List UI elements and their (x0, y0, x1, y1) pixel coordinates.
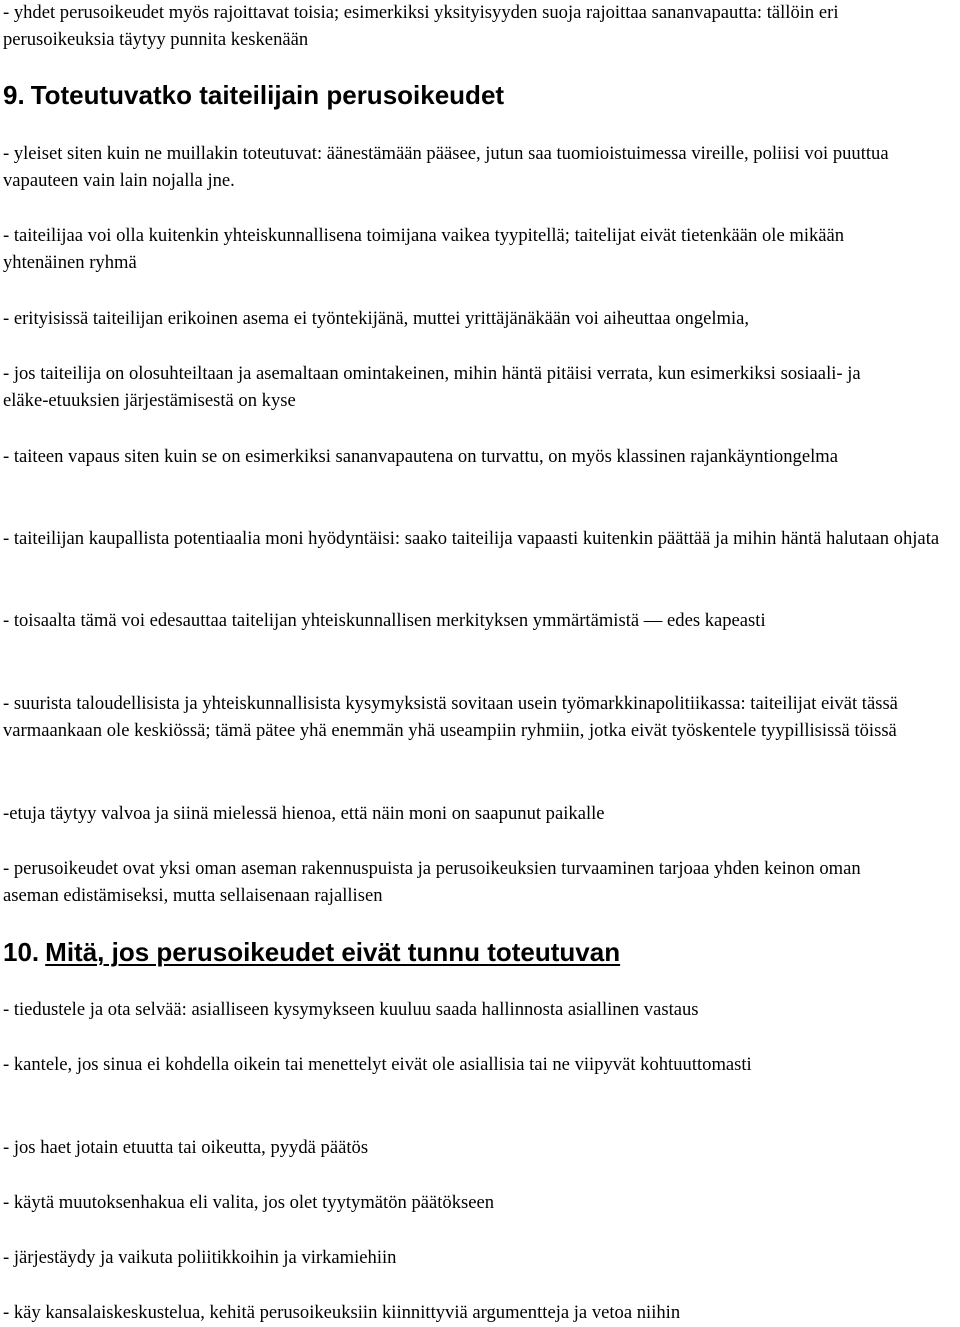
section-number: 10. (3, 937, 40, 967)
paragraph-9: - suurista taloudellisista ja yhteiskunnallisista kysymyksistä sovitaan usein työmarkkinapolitiikassa: taiteilijat eivät tässä varmaankaan ole keskiössä; tämä pätee yhä enemmän yhä useampiin ryhmiin, jotka eivät työskentele tyypillisissä töissä (3, 693, 898, 742)
section-number: 9. (3, 80, 25, 110)
paragraph-11: - perusoikeudet ovat yksi oman aseman rakennuspuista ja perusoikeuksien turvaaminen tarjoaa yhden keinon oman aseman edistämiseksi, mutta sellaisenaan rajallisen (3, 858, 861, 907)
paragraph-6: - taiteen vapaus siten kuin se on esimerkiksi sananvapautena on turvattu, on myös klassinen rajankäyntiongelma (3, 446, 838, 467)
paragraph-2: - yleiset siten kuin ne muillakin toteutuvat: äänestämään pääsee, jutun saa tuomioistuimessa vireille, poliisi voi puuttua vapauteen vain lain nojalla jne. (3, 143, 889, 192)
paragraph-15: - käytä muutoksenhakua eli valita, jos olet tyytymätön päätökseen (3, 1192, 495, 1213)
paragraph-7: - taiteilijan kaupallista potentiaalia moni hyödyntäisi: saako taiteilija vapaasti kuitenkin päättää ja mihin häntä halutaan ohjata (3, 528, 940, 549)
paragraph-14: - jos haet jotain etuutta tai oikeutta, pyydä päätös (3, 1137, 369, 1158)
paragraph-16: - järjestäydy ja vaikuta poliitikkoihin ja virkamiehiin (3, 1247, 397, 1268)
paragraph-13: - kantele, jos sinua ei kohdella oikein tai menettelyt eivät ole asiallisia tai ne viipyvät kohtuuttomasti (3, 1054, 752, 1075)
paragraph-17: - käy kansalaiskeskustelua, kehitä perusoikeuksiin kiinnittyviä argumentteja ja vetoa niihin (3, 1302, 681, 1323)
paragraph-5: - jos taiteilija on olosuhteiltaan ja asemaltaan omintakeinen, mihin häntä pitäisi verrata, kun esimerkiksi sosiaali- ja eläke-etuuksien järjestämisestä on kyse (3, 363, 861, 412)
paragraph-10: -etuja täytyy valvoa ja siinä mielessä hienoa, että näin moni on saapunut paikalle (3, 803, 605, 824)
paragraph-8: - toisaalta tämä voi edesauttaa taitelijan yhteiskunnallisen merkityksen ymmärtämistä — edes kapeasti (3, 610, 766, 631)
section-heading-9 (3, 80, 504, 110)
paragraph-4: - erityisissä taiteilijan erikoinen asema ei työntekijänä, muttei yrittäjänäkään voi aiheuttaa ongelmia, (3, 308, 750, 329)
section-title: Toteutuvatko taiteilijain perusoikeudet (30, 80, 505, 110)
section-heading-10 (3, 937, 620, 967)
section-title: Mitä, jos perusoikeudet eivät tunnu toteutuvan (45, 937, 621, 967)
paragraph-3: - taiteilijaa voi olla kuitenkin yhteiskunnallisena toimijana vaikea tyypitellä; taitelijat eivät tietenkään ole mikään yhtenäinen ryhmä (3, 225, 845, 274)
paragraph-1: - yhdet perusoikeudet myös rajoittavat toisia; esimerkiksi yksityisyyden suoja rajoittaa sananvapautta: tällöin eri perusoikeuksia täytyy punnita keskenään (3, 2, 839, 51)
paragraph-12: - tiedustele ja ota selvää: asialliseen kysymykseen kuuluu saada hallinnosta asiallinen vastaus (3, 999, 699, 1020)
